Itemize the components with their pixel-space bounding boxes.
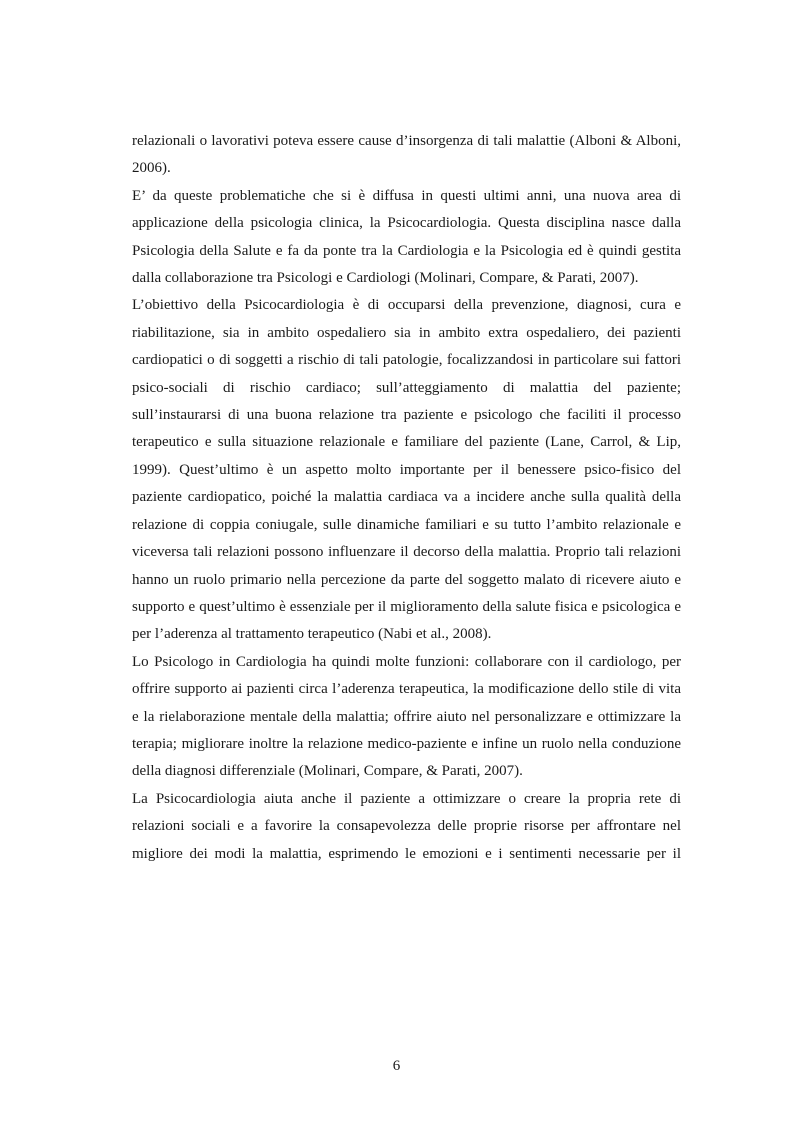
paragraph-1: relazionali o lavorativi poteva essere cause d’insorgenza di tali malattie (Alboni & Alboni, 2006). — [132, 133, 681, 177]
paragraph-2: E’ da queste problematiche che si è diffusa in questi ultimi anni, una nuova area di applicazione della psicologia clinica, la Psicocardiologia. Questa disciplina nasce dalla Psicologia della Salute e fa da ponte tra la Cardiologia e la Psicologia ed è quindi gestita dalla collaborazione tra Psicologi e Cardiologi (Molinari, Compare, & Parati, 2007). — [132, 187, 681, 287]
body-text — [132, 128, 681, 868]
paragraph-4: Lo Psicologo in Cardiologia ha quindi molte funzioni: collaborare con il cardiologo, per offrire supporto ai pazienti circa l’aderenza terapeutica, la modificazione dello stile di vita e la rielaborazione mentale della malattia; offrire aiuto nel personalizzare e ottimizzare la terapia; migliorare inoltre la relazione medico-paziente e infine un ruolo nella conduzione della diagnosi differenziale (Molinari, Compare, & Parati, 2007). — [132, 653, 681, 780]
page-number: 6 — [392, 1058, 401, 1074]
paragraph-3: L’obiettivo della Psicocardiologia è di occuparsi della prevenzione, diagnosi, cura e riabilitazione, sia in ambito ospedaliero sia in ambito extra ospedaliero, dei pazienti cardiopatici o di soggetti a rischio di tali patologie, focalizzandosi in particolare sui fattori psico-sociali di rischio cardiaco; sull’atteggiamento di malattia del paziente; sull’instaurarsi di una buona relazione tra paziente e psicologo che faciliti il processo terapeutico e sulla situazione relazionale e familiare del paziente (Lane, Carrol, & Lip, 1999). Quest’ultimo è un aspetto molto importante per il benessere psico-fisico del paziente cardiopatico, poiché la malattia cardiaca va a incidere anche sulla qualità della relazione di coppia coniugale, sulle dinamiche familiari e su tutto l’ambito relazionale e viceversa tali relazioni possono influenzare il decorso della malattia. Proprio tali relazioni hanno un ruolo primario nella percezione da parte del soggetto malato di ricevere aiuto e supporto e quest’ultimo è essenziale per il miglioramento della salute fisica e psicologica e per l’aderenza al trattamento terapeutico (Nabi et al., 2008). — [132, 297, 681, 643]
paragraph-5: La Psicocardiologia aiuta anche il paziente a ottimizzare o creare la propria rete di relazioni sociali e a favorire la consapevolezza delle proprie risorse per affrontare nel migliore dei modi la malattia, esprimendo le emozioni e i sentimenti necessarie per il — [132, 790, 681, 862]
